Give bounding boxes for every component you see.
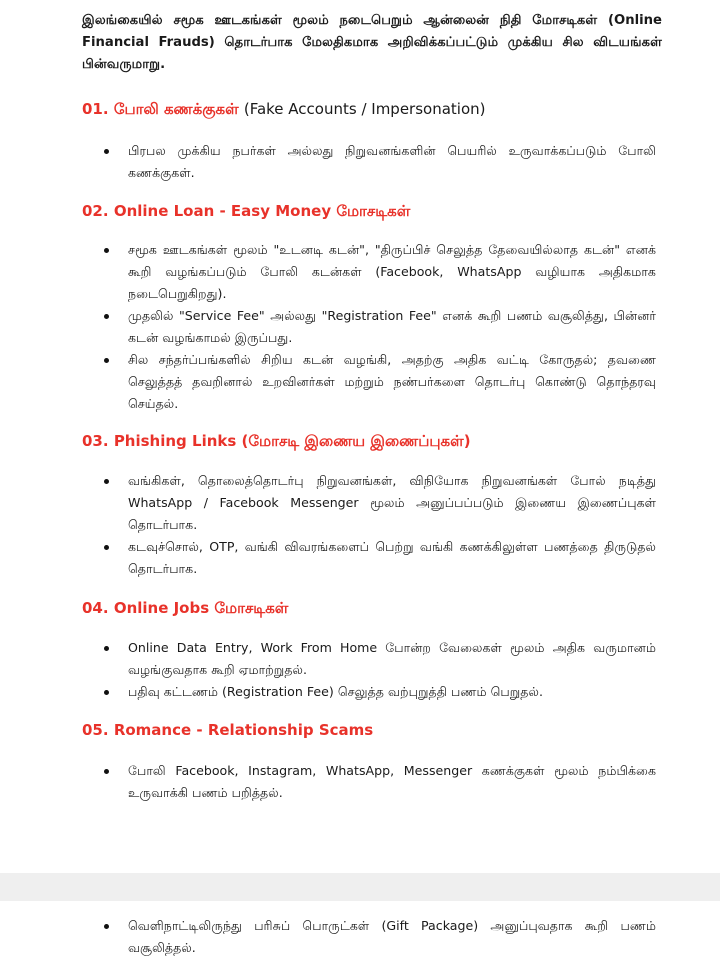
section-title-english: Online Loan - Easy Money	[113, 202, 332, 220]
section-number: 03.	[82, 432, 109, 450]
bullet-list-romance-scams	[104, 760, 656, 804]
list-item: வெளிநாட்டிலிருந்து பரிசுப் பொருட்கள் (Gift Package) அனுப்புவதாக கூறி பணம் வசூலித்தல்.	[104, 915, 656, 959]
section-heading-online-loan	[82, 201, 682, 221]
section-title-english: (Fake Accounts / Impersonation)	[243, 100, 486, 118]
section-title-tamil: (மோசடி இணைய இணைப்புகள்)	[241, 432, 471, 450]
list-item: சமூக ஊடகங்கள் மூலம் "உடனடி கடன்", "திருப்பிச் செலுத்த தேவையில்லாத கடன்" எனக் கூறி வழங்கப்படும் போலி கடன்கள் (Facebook, WhatsApp வழியாக அதிகமாக நடைபெறுகிறது).	[104, 239, 656, 305]
section-heading-online-jobs	[82, 598, 682, 618]
list-item: கடவுச்சொல், OTP, வங்கி விவரங்களைப் பெற்று வங்கி கணக்கிலுள்ள பணத்தை திருடுதல் தொடர்பாக.	[104, 536, 656, 580]
list-item: போலி Facebook, Instagram, WhatsApp, Messenger கணக்குகள் மூலம் நம்பிக்கை உருவாக்கி பணம் பறித்தல்.	[104, 760, 656, 804]
list-item: பிரபல முக்கிய நபர்கள் அல்லது நிறுவனங்களின் பெயரில் உருவாக்கப்படும் போலி கணக்குகள்.	[104, 140, 656, 184]
intro-paragraph: இலங்கையில் சமூக ஊடகங்கள் மூலம் நடைபெறும் ஆன்லைன் நிதி மோசடிகள் (Online Financial Frauds) தொடர்பாக மேலதிகமாக அறிவிக்கப்பட்டும் முக்கிய சில விடயங்கள் பின்வருமாறு.	[82, 13, 662, 72]
section-title-english: Romance - Relationship Scams	[113, 721, 374, 739]
section-heading-fake-accounts	[82, 99, 682, 119]
list-item: சில சந்தர்ப்பங்களில் சிறிய கடன் வழங்கி, அதற்கு அதிக வட்டி கோருதல்; தவணை செலுத்தத் தவறினால் உறவினர்கள் மற்றும் நண்பர்களை தொடர்பு கொண்டு தொந்தரவு செய்தல்.	[104, 349, 656, 415]
section-number: 04.	[82, 599, 109, 617]
list-item: வங்கிகள், தொலைத்தொடர்பு நிறுவனங்கள், விநியோக நிறுவனங்கள் போல் நடித்து WhatsApp / Facebook Messenger மூலம் அனுப்பப்படும் இணைய இணைப்புகள் தொடர்பாக.	[104, 470, 656, 536]
section-number: 02.	[82, 202, 109, 220]
section-number: 01.	[82, 100, 109, 118]
bullet-list-fake-accounts	[104, 140, 656, 184]
section-title-tamil: போலி கணக்குகள்	[113, 100, 239, 118]
list-item: Online Data Entry, Work From Home போன்ற வேலைகள் மூலம் அதிக வருமானம் வழங்குவதாக கூறி ஏமாற்றுதல்.	[104, 637, 656, 681]
section-title-english: Online Jobs	[113, 599, 210, 617]
bullet-list-online-loan	[104, 239, 656, 415]
bullet-list-online-jobs	[104, 637, 656, 703]
section-title-tamil: மோசடிகள்	[214, 599, 289, 617]
list-item: பதிவு கட்டணம் (Registration Fee) செலுத்த வற்புறுத்தி பணம் பெறுதல்.	[104, 681, 656, 703]
section-heading-phishing-links	[82, 431, 682, 451]
section-title-english: Phishing Links	[113, 432, 237, 450]
list-item: முதலில் "Service Fee" அல்லது "Registration Fee" எனக் கூறி பணம் வசூலித்து, பின்னர் கடன் வழங்காமல் இருப்பது.	[104, 305, 656, 349]
page-break-band	[0, 873, 720, 901]
section-heading-romance-scams	[82, 720, 682, 740]
bullet-list-continued	[104, 915, 656, 959]
bullet-list-phishing-links	[104, 470, 656, 580]
section-number: 05.	[82, 721, 109, 739]
section-title-tamil: மோசடிகள்	[336, 202, 411, 220]
